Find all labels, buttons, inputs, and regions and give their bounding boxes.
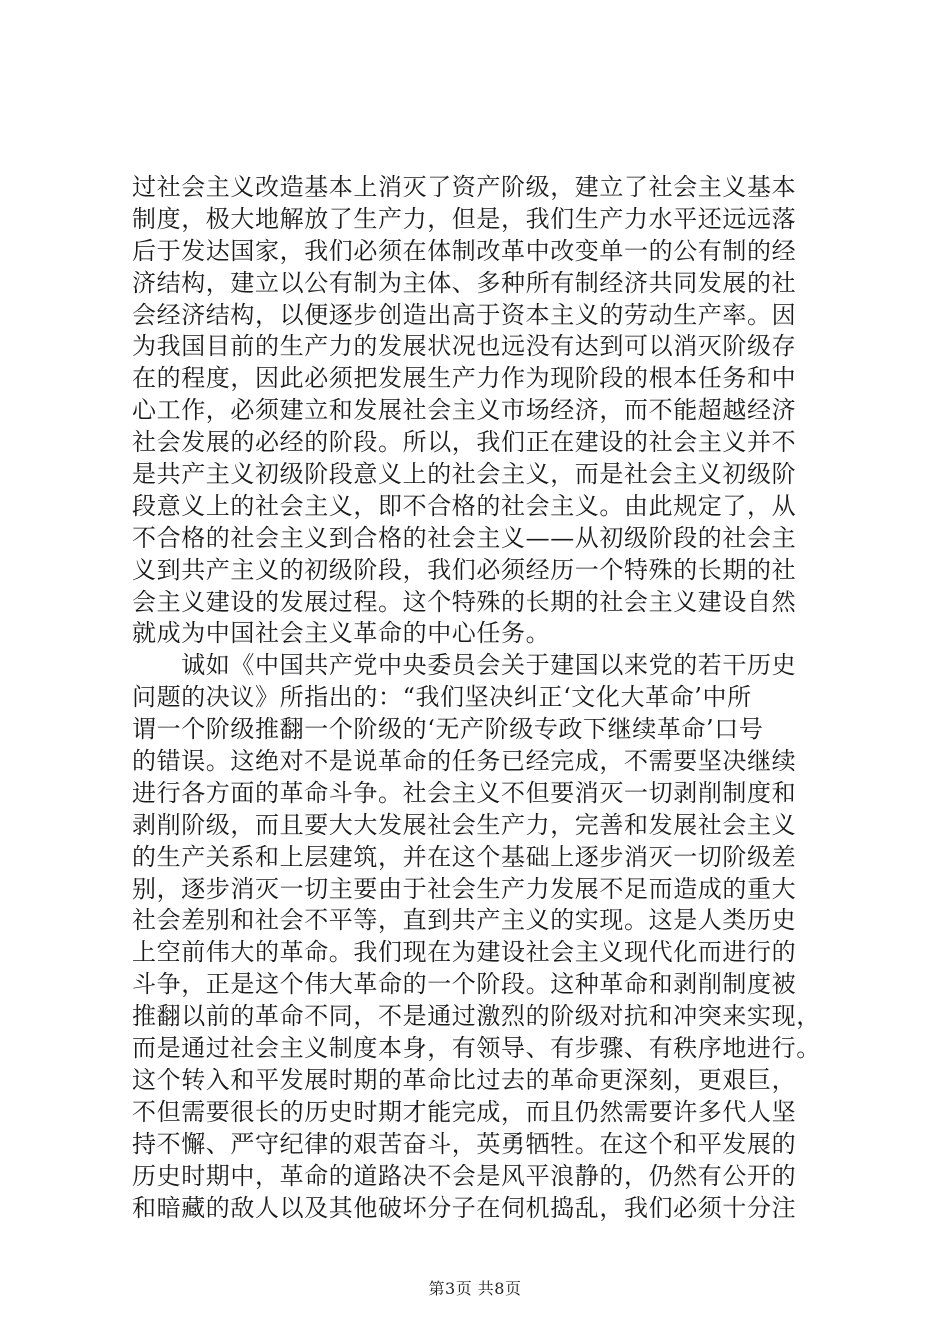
text-line: 不合格的社会主义到合格的社会主义——从初级阶段的社会主	[132, 523, 797, 552]
text-line: 过社会主义改造基本上消灭了资产阶级，建立了社会主义基本	[132, 173, 797, 201]
text-line: 心工作，必须建立和发展社会主义市场经济，而不能超越经济	[132, 396, 797, 425]
text-line: 在的程度，因此必须把发展生产力作为现阶段的根本任务和中	[132, 364, 797, 393]
text-line: 持不懈、严守纪律的艰苦奋斗，英勇牺牲。在这个和平发展的	[132, 1129, 797, 1158]
text-line: 是共产主义初级阶段意义上的社会主义，而是社会主义初级阶	[132, 460, 797, 489]
text-line: 社会差别和社会不平等，直到共产主义的实现。这是人类历史	[132, 906, 797, 935]
text-line: 会经济结构，以便逐步创造出高于资本主义的劳动生产率。因	[132, 300, 797, 329]
text-line: 问题的决议》所指出的：“我们坚决纠正‘文化大革命’中所	[132, 683, 752, 712]
text-line: 历史时期中，革命的道路决不会是风平浪静的，仍然有公开的	[132, 1161, 797, 1190]
text-line: 制度，极大地解放了生产力，但是，我们生产力水平还远远落	[132, 204, 797, 233]
text-line: 推翻以前的革命不同，不是通过激烈的阶级对抗和冲突来实现，	[132, 1002, 821, 1031]
text-line: 后于发达国家，我们必须在体制改革中改变单一的公有制的经	[132, 236, 797, 265]
text-line: 的生产关系和上层建筑，并在这个基础上逐步消灭一切阶级差	[132, 842, 797, 871]
text-line: 斗争，正是这个伟大革命的一个阶段。这种革命和剥削制度被	[132, 970, 797, 999]
body-text	[132, 172, 852, 1224]
text-line: 不但需要很长的历史时期才能完成，而且仍然需要许多代人坚	[132, 1097, 797, 1126]
paragraph-start-line: 诚如《中国共产党中央委员会关于建国以来党的若干历史	[132, 651, 797, 680]
text-line: 就成为中国社会主义革命的中心任务。	[132, 619, 551, 648]
text-line: 济结构，建立以公有制为主体、多种所有制经济共同发展的社	[132, 268, 797, 297]
text-line: 而是通过社会主义制度本身，有领导、有步骤、有秩序地进行。	[132, 1034, 821, 1063]
text-line: 谓一个阶级推翻一个阶级的‘无产阶级专政下继续革命’口号	[132, 715, 764, 744]
text-line: 剥削阶级，而且要大大发展社会生产力，完善和发展社会主义	[132, 810, 797, 839]
text-line: 这个转入和平发展时期的革命比过去的革命更深刻，更艰巨，	[132, 1065, 797, 1094]
text-line: 为我国目前的生产力的发展状况也远没有达到可以消灭阶级存	[132, 332, 797, 361]
text-line: 的错误。这绝对不是说革命的任务已经完成，不需要坚决继续	[132, 747, 797, 776]
text-line: 别，逐步消灭一切主要由于社会生产力发展不足而造成的重大	[132, 874, 797, 903]
text-line: 和暗藏的敌人以及其他破坏分子在伺机捣乱，我们必须十分注	[132, 1193, 797, 1222]
text-line: 义到共产主义的初级阶段，我们必须经历一个特殊的长期的社	[132, 555, 797, 584]
text-line: 上空前伟大的革命。我们现在为建设社会主义现代化而进行的	[132, 938, 797, 967]
text-line: 段意义上的社会主义，即不合格的社会主义。由此规定了，从	[132, 491, 797, 520]
page-footer: 第3页 共8页	[428, 1279, 522, 1298]
text-line: 进行各方面的革命斗争。社会主义不但要消灭一切剥削制度和	[132, 778, 797, 807]
text-line: 社会发展的必经的阶段。所以，我们正在建设的社会主义并不	[132, 428, 797, 457]
text-line: 会主义建设的发展过程。这个特殊的长期的社会主义建设自然	[132, 587, 797, 616]
